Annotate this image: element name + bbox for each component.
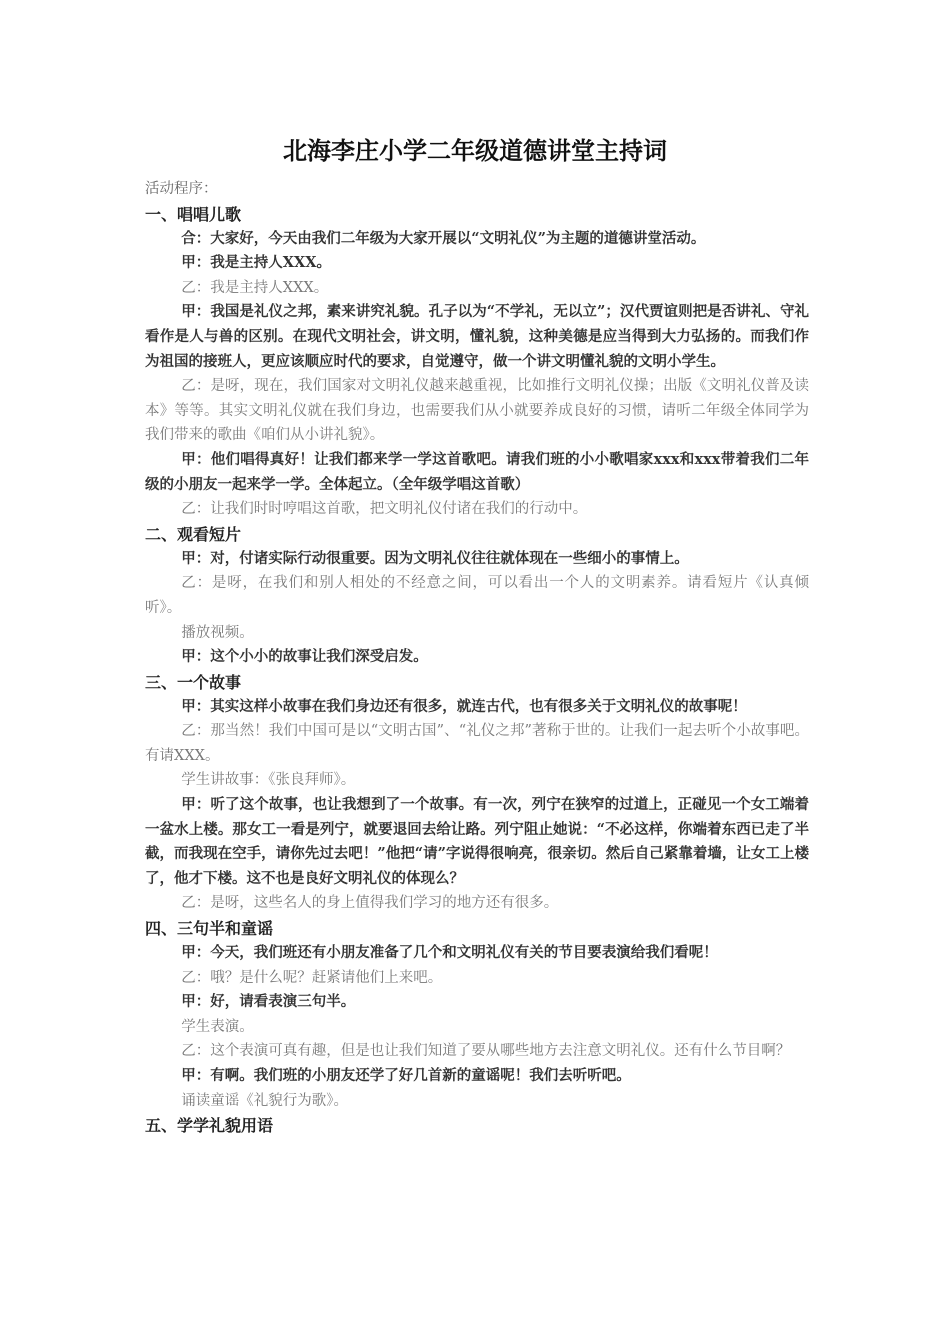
dialogue-paragraph: 乙：是呀，这些名人的身上值得我们学习的地方还有很多。	[181, 895, 559, 912]
document-title: 北海李庄小学二年级道德讲堂主持词	[283, 137, 667, 165]
dialogue-paragraph: 合：大家好，今天由我们二年级为大家开展以“文明礼仪”为主题的道德讲堂活动。	[181, 229, 706, 247]
dialogue-paragraph: 乙：那当然！我们中国可是以“文明古国”、“礼仪之邦”著称于世的。让我们一起去听个小故事吧。有请XXX。	[145, 723, 809, 764]
dialogue-paragraph: 诵读童谣《礼貌行为歌》。	[181, 1092, 348, 1109]
document-body	[145, 177, 809, 1138]
dialogue-paragraph: 乙：让我们时时哼唱这首歌，把文明礼仪付诸在我们的行动中。	[181, 501, 588, 518]
section-heading: 三、一个故事	[145, 672, 242, 692]
dialogue-paragraph: 乙：是呀，现在，我们国家对文明礼仪越来越重视，比如推行文明礼仪操；出版《文明礼仪普及读本》等等。其实文明礼仪就在我们身边，也需要我们从小就要养成良好的习惯，请听二年级全体同学为我们带来的歌曲《咱们从小讲礼貌》。	[145, 378, 809, 444]
dialogue-paragraph: 甲：我是主持人XXX。	[181, 254, 331, 272]
intro-label: 活动程序：	[145, 181, 218, 197]
dialogue-paragraph: 甲：有啊。我们班的小朋友还学了好几首新的童谣呢！我们去听听吧。	[181, 1067, 631, 1084]
section-heading: 二、观看短片	[145, 524, 242, 544]
dialogue-paragraph: 甲：今天，我们班还有小朋友准备了几个和文明礼仪有关的节目要表演给我们看呢！	[181, 944, 718, 962]
dialogue-paragraph: 甲：听了这个故事，也让我想到了一个故事。有一次，列宁在狭窄的过道上，正碰见一个女工端着一盆水上楼。那女工一看是列宁，就要退回去给让路。列宁阻止她说：“不必这样，你端着东西已走了半截，而我现在空手，请你先过去吧！”他把“请”字说得很响亮，很亲切。然后自己紧靠着墙，让女工上楼了，他才下楼。这不也是良好文明礼仪的体现么？	[145, 796, 809, 887]
dialogue-paragraph: 乙：是呀，在我们和别人相处的不经意之间，可以看出一个人的文明素养。请看短片《认真倾听》。	[145, 575, 809, 616]
sections-container	[145, 202, 809, 1139]
dialogue-paragraph: 学生表演。	[181, 1018, 254, 1035]
section-heading: 一、唱唱儿歌	[145, 204, 242, 224]
dialogue-paragraph: 甲：其实这样小故事在我们身边还有很多，就连古代，也有很多关于文明礼仪的故事呢！	[181, 697, 747, 715]
dialogue-paragraph: 甲：好，请看表演三句半。	[181, 993, 356, 1011]
section-heading: 四、三句半和童谣	[145, 919, 274, 939]
dialogue-paragraph: 乙：我是主持人XXX。	[181, 279, 329, 296]
dialogue-paragraph: 学生讲故事：《张良拜师》。	[181, 772, 356, 789]
dialogue-paragraph: 甲：他们唱得真好！让我们都来学一学这首歌吧。请我们班的小小歌唱家xxx和xxx带着我们二年级的小朋友一起来学一学。全体起立。（全年级学唱这首歌）	[145, 450, 809, 493]
dialogue-paragraph: 播放视频。	[181, 624, 254, 641]
section-heading: 五、学学礼貌用语	[145, 1116, 274, 1136]
dialogue-paragraph: 甲：我国是礼仪之邦，素来讲究礼貌。孔子以为“不学礼，无以立”；汉代贾谊则把是否讲礼、守礼看作是人与兽的区别。在现代文明社会，讲文明，懂礼貌，这种美德是应当得到大力弘扬的。而我们作为祖国的接班人，更应该顺应时代的要求，自觉遵守，做一个讲文明懂礼貌的文明小学生。	[145, 303, 809, 370]
dialogue-paragraph: 乙：这个表演可真有趣，但是也让我们知道了要从哪些地方去注意文明礼仪。还有什么节目啊？	[181, 1043, 791, 1060]
dialogue-paragraph: 甲：对，付诸实际行动很重要。因为文明礼仪往往就体现在一些细小的事情上。	[181, 549, 689, 567]
dialogue-paragraph: 甲：这个小小的故事让我们深受启发。	[181, 648, 428, 666]
dialogue-paragraph: 乙：哦？是什么呢？赶紧请他们上来吧。	[181, 969, 443, 986]
